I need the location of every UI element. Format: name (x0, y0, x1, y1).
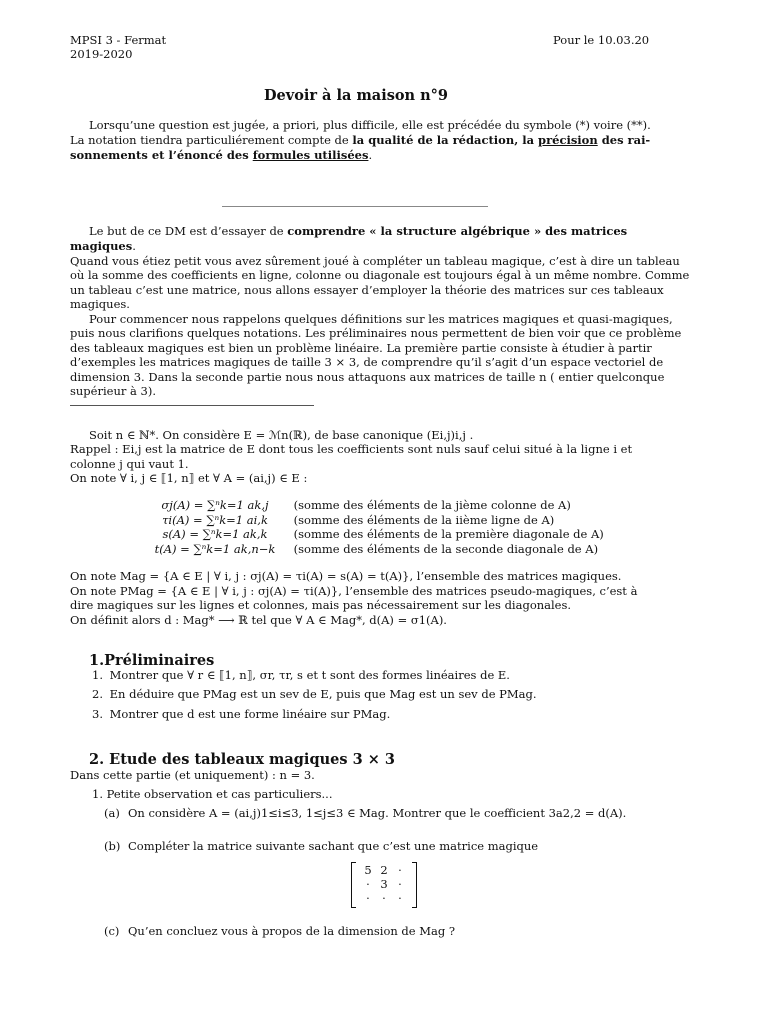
presentation-l1-a: Le but de ce DM est d’essayer de (89, 224, 288, 238)
notation-line-1: On note Mag = {A ∈ E | ∀ i, j : σj(A) = τi(A) = s(A) = t(A)}, l’ensemble des matrices magiques. (70, 569, 622, 583)
presentation-l1-bold: comprendre « la structure algébrique » des matrices (287, 224, 628, 238)
presentation-line-7: Pour commencer nous rappelons quelques définitions sur les matrices magiques et quasi-magiques, (89, 312, 673, 326)
intro-line-2-bold: la qualité de la rédaction, la (352, 133, 539, 147)
definition-row (140, 542, 604, 557)
matrix-cell: · (398, 877, 402, 891)
setup-line-4: On note ∀ i, j ∈ ⟦1, n⟧ et ∀ A = (ai,j) ∈ E : (70, 471, 308, 485)
matrix-cell: · (366, 877, 370, 891)
matrix-cell: · (366, 891, 370, 905)
item-text: Montrer que d est une forme linéaire sur PMag. (109, 707, 391, 721)
definition-row (140, 498, 604, 513)
class-name: MPSI 3 - Fermat (70, 33, 167, 47)
intro-line-3 (70, 148, 372, 163)
question-b-text: Compléter la matrice suivante sachant que c’est une matrice magique (128, 839, 539, 853)
matrix-cell: · (382, 891, 386, 905)
question-1: 1. Petite observation et cas particuliers... (92, 787, 333, 801)
presentation-line-12: supérieur à 3). (70, 384, 156, 398)
matrix-cell: · (398, 891, 402, 905)
setup-line-2: Rappel : Ei,j est la matrice de E dont tous les coefficients sont nuls sauf celui situé à la ligne i et (70, 442, 633, 456)
notation-line-4: On définit alors d : Mag* ⟶ ℝ tel que ∀ A ∈ Mag*, d(A) = σ1(A). (70, 613, 447, 627)
presentation-line-1 (89, 224, 627, 239)
magic-matrix-grid (360, 863, 408, 905)
question-b-label: (b) (104, 839, 121, 853)
presentation-magiques: magiques (70, 239, 133, 253)
intro-precision: précision (538, 133, 598, 147)
definition-t: t(A) = ∑ⁿk=1 ak,n−k (154, 541, 276, 556)
intro-formules: formules utilisées (252, 148, 369, 162)
presentation-line-5: un tableau c’est une matrice, nous allons essayer d’employer la théorie des matrices sur ces tableaux (70, 283, 664, 297)
definition-row (140, 513, 604, 528)
intro-line-2-a: La notation tiendra particuliérement compte de (70, 133, 353, 147)
list-item (92, 687, 537, 702)
due-date: Pour le 10.03.20 (553, 33, 650, 47)
item-number: 3. (92, 707, 103, 721)
intro-line-3-a: sonnements et l’énoncé des (70, 148, 253, 162)
presentation-line-4: où la somme des coefficients en ligne, colonne ou diagonale est toujours égal à un même nombre. Comme (70, 268, 690, 282)
matrix-cell: · (398, 863, 402, 877)
separator-rule (222, 206, 488, 207)
presentation-line-2 (70, 239, 136, 254)
presentation-line-10: d’exemples les matrices magiques de taille 3 × 3, de comprendre qu’il s’agit d’un espace vectoriel de (70, 355, 664, 369)
definition-tau: τi(A) = ∑ⁿk=1 ai,k (162, 512, 268, 527)
section-2-intro: Dans cette partie (et uniquement) : n = 3. (70, 768, 315, 782)
notation-line-2: On note PMag = {A ∈ E | ∀ i, j : σj(A) = τi(A)}, l’ensemble des matrices pseudo-magiques, c’est à (70, 584, 638, 598)
item-text: En déduire que PMag est un sev de E, puis que Mag est un sev de PMag. (109, 687, 537, 701)
section-2-title: 2. Etude des tableaux magiques 3 × 3 (89, 751, 395, 768)
definition-row (140, 527, 604, 542)
list-item (92, 668, 510, 683)
question-c-label: (c) (104, 924, 120, 938)
definition-sigma: σj(A) = ∑ⁿk=1 ak,j (161, 498, 269, 512)
section-1-title: 1.Préliminaires (89, 652, 215, 669)
definition-tau-desc: (somme des éléments de la iième ligne de A) (293, 512, 555, 527)
question-a-label: (a) (104, 806, 120, 820)
setup-line-1: Soit n ∈ ℕ*. On considère E = ℳn(ℝ), de base canonique (Ei,j)i,j . (89, 428, 474, 442)
intro-line-2 (70, 133, 651, 148)
intro-line-3-end: . (368, 148, 373, 162)
intro-line-1: Lorsqu’une question est jugée, a priori, plus difficile, elle est précédée du symbole (*) voire (**). (89, 118, 651, 132)
definitions-block (140, 498, 604, 556)
intro-line-2-d: des rai- (597, 133, 651, 147)
matrix-cell: 2 (380, 863, 388, 877)
presentation-line-8: puis nous clarifions quelques notations. Les préliminaires nous permettent de bien voir que ce problème (70, 326, 682, 340)
question-a-text: On considère A = (ai,j)1≤i≤3, 1≤j≤3 ∈ Mag. Montrer que le coefficient 3a2,2 = d(A). (128, 806, 627, 820)
matrix-cell: 3 (380, 877, 388, 891)
definition-t-desc: (somme des éléments de la seconde diagonale de A) (293, 541, 599, 556)
presentation-line-9: des tableaux magiques est bien un problème linéaire. La première partie consiste à étudier à partir (70, 341, 652, 355)
question-c-text: Qu’en concluez vous à propos de la dimension de Mag ? (128, 924, 456, 938)
item-text: Montrer que ∀ r ∈ ⟦1, n⟧, σr, τr, s et t sont des formes linéaires de E. (109, 668, 510, 682)
school-year: 2019-2020 (70, 47, 133, 61)
presentation-line-6: magiques. (70, 297, 130, 311)
page-title: Devoir à la maison n°9 (263, 87, 449, 104)
notation-line-3: dire magiques sur les lignes et colonnes, mais pas nécessairement sur les diagonales. (70, 598, 572, 612)
short-rule (70, 405, 314, 406)
presentation-line-11: dimension 3. Dans la seconde partie nous nous attaquons aux matrices de taille n ( entier quelconque (70, 370, 665, 384)
presentation-l2-end: . (132, 239, 136, 253)
item-number: 2. (92, 687, 103, 701)
list-item (92, 707, 390, 722)
matrix-cell: 5 (364, 863, 372, 877)
magic-matrix (351, 862, 417, 908)
definition-s-desc: (somme des éléments de la première diagonale de A) (293, 527, 604, 541)
setup-line-3: colonne j qui vaut 1. (70, 457, 189, 471)
item-number: 1. (92, 668, 103, 682)
definition-s: s(A) = ∑ⁿk=1 ak,k (162, 527, 268, 541)
definition-sigma-desc: (somme des éléments de la jième colonne de A) (293, 498, 571, 512)
presentation-line-3: Quand vous étiez petit vous avez sûrement joué à compléter un tableau magique, c’est à dire un tableau (70, 254, 680, 268)
